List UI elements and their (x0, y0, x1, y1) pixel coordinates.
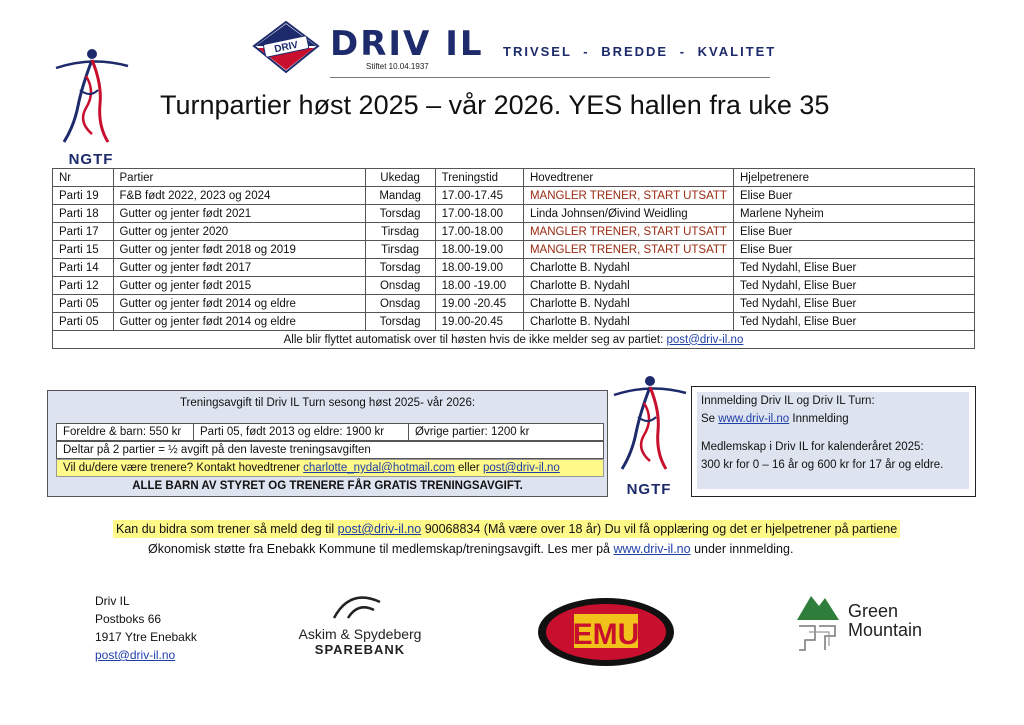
membership-info-content (697, 392, 969, 489)
cell-hjelpetrenere: Elise Buer (733, 187, 974, 205)
cell-hovedtrener: MANGLER TRENER, START UTSATT (523, 223, 733, 241)
auto-transfer-note (53, 331, 975, 349)
club-email-link[interactable]: post@driv-il.no (482, 462, 560, 474)
membership-info-box (691, 386, 976, 497)
financial-support-message (148, 540, 793, 558)
cell-hjelpetrenere: Ted Nydahl, Elise Buer (733, 277, 974, 295)
emu-logo (536, 596, 676, 668)
info-registration-link-line (701, 410, 965, 428)
cell-partier: Gutter og jenter født 2014 og eldre (113, 295, 365, 313)
cell-ukedag: Torsdag (365, 259, 435, 277)
cell-tid: 18.00 -19.00 (435, 277, 523, 295)
cell-hovedtrener: Linda Johnsen/Øivind Weidling (523, 205, 733, 223)
cell-hjelpetrenere: Ted Nydahl, Elise Buer (733, 259, 974, 277)
gymnast-figure-icon (610, 370, 688, 476)
sparebank-word: SPAREBANK (314, 642, 406, 657)
fee-recruit-mid: eller (454, 462, 483, 474)
column-header-nr: Nr (53, 169, 114, 187)
cell-hjelpetrenere: Ted Nydahl, Elise Buer (733, 313, 974, 331)
ngtf-label: NGTF (626, 481, 672, 498)
green-mountain-icon (795, 590, 841, 654)
ngtf-label: NGTF (68, 151, 114, 168)
cell-partier: Gutter og jenter 2020 (113, 223, 365, 241)
founded-date: Stiftet 10.04.1937 (366, 62, 429, 71)
cell-ukedag: Torsdag (365, 313, 435, 331)
cell-nr: Parti 14 (53, 259, 114, 277)
support-prefix: Økonomisk støtte fra Enebakk Kommune til medlemskap/treningsavgift. Les mer på (148, 542, 614, 556)
info-membership-prices: 300 kr for 0 – 16 år og 600 kr for 17 år og eldre. (701, 459, 944, 471)
driv-badge-text: DRIV (273, 39, 300, 56)
table-row (53, 205, 975, 223)
auto-transfer-email-link[interactable]: post@driv-il.no (666, 333, 744, 346)
table-row (53, 241, 975, 259)
column-header-partier: Partier (113, 169, 365, 187)
club-tagline: TRIVSEL - BREDDE - KVALITET (503, 44, 777, 59)
info-see-prefix: Se (701, 413, 719, 425)
cell-hjelpetrenere: Elise Buer (733, 241, 974, 259)
cell-nr: Parti 19 (53, 187, 114, 205)
recruit-email-link[interactable]: post@driv-il.no (337, 522, 422, 536)
cell-nr: Parti 15 (53, 241, 114, 259)
cell-hjelpetrenere: Ted Nydahl, Elise Buer (733, 295, 974, 313)
cell-hovedtrener: Charlotte B. Nydahl (523, 313, 733, 331)
cell-ukedag: Tirsdag (365, 241, 435, 259)
ngtf-logo-top (52, 46, 130, 168)
schedule-table (52, 168, 975, 349)
cell-partier: Gutter og jenter født 2018 og 2019 (113, 241, 365, 259)
fee-recruit-row (56, 459, 604, 477)
fee-parti05: Parti 05, født 2013 og eldre: 1900 kr (194, 424, 409, 440)
support-suffix: under innmelding. (690, 542, 794, 556)
address-name: Driv IL (95, 594, 130, 608)
cell-tid: 17.00-17.45 (435, 187, 523, 205)
club-name: DRIV IL (330, 24, 484, 64)
column-header-hovedtrener: Hovedtrener (523, 169, 733, 187)
sparebank-arc-icon (330, 592, 390, 620)
sparebank-logo (290, 590, 430, 657)
cell-hovedtrener: MANGLER TRENER, START UTSATT (523, 187, 733, 205)
fee-two-parties: Deltar på 2 partier = ½ avgift på den laveste treningsavgiften (63, 444, 371, 456)
fee-other: Øvrige partier: 1200 kr (415, 426, 530, 438)
table-header-row (53, 169, 975, 187)
info-see-suffix: Innmelding (789, 413, 849, 425)
cell-ukedag: Mandag (365, 187, 435, 205)
address-email-link[interactable]: post@driv-il.no (95, 648, 176, 662)
cell-ukedag: Onsdag (365, 295, 435, 313)
support-website-link[interactable]: www.driv-il.no (613, 542, 691, 556)
column-header-treningstid: Treningstid (435, 169, 523, 187)
cell-hovedtrener: Charlotte B. Nydahl (523, 277, 733, 295)
page-title: Turnpartier høst 2025 – vår 2026. YES hallen fra uke 35 (160, 90, 830, 120)
recruit-prefix: Kan du bidra som trener så meld deg til (116, 522, 338, 536)
table-row (53, 313, 975, 331)
coach-email-link[interactable]: charlotte_nydal@hotmail.com (303, 462, 455, 474)
sparebank-name: Askim & Spydeberg (298, 626, 422, 642)
ngtf-logo-middle (610, 370, 688, 498)
cell-nr: Parti 05 (53, 313, 114, 331)
training-fee-box (47, 390, 608, 497)
fee-prices-row (56, 423, 604, 441)
cell-hovedtrener: Charlotte B. Nydahl (523, 295, 733, 313)
table-row (53, 187, 975, 205)
table-row (53, 295, 975, 313)
column-header-ukedag: Ukedag (365, 169, 435, 187)
cell-hjelpetrenere: Elise Buer (733, 223, 974, 241)
cell-partier: Gutter og jenter født 2014 og eldre (113, 313, 365, 331)
cell-partier: Gutter og jenter født 2015 (113, 277, 365, 295)
cell-nr: Parti 12 (53, 277, 114, 295)
header-divider (330, 77, 770, 78)
table-row (53, 277, 975, 295)
cell-tid: 18.00-19.00 (435, 259, 523, 277)
address-box: Postboks 66 (95, 612, 162, 626)
cell-ukedag: Torsdag (365, 205, 435, 223)
cell-hovedtrener: Charlotte B. Nydahl (523, 259, 733, 277)
free-fee-note: ALLE BARN AV STYRET OG TRENERE FÅR GRATIS TRENINGSAVGIFT. (132, 480, 523, 492)
cell-tid: 17.00-18.00 (435, 223, 523, 241)
cell-tid: 17.00-18.00 (435, 205, 523, 223)
green-mountain-line1: Green (848, 601, 899, 621)
cell-hovedtrener: MANGLER TRENER, START UTSATT (523, 241, 733, 259)
cell-nr: Parti 17 (53, 223, 114, 241)
auto-transfer-text: Alle blir flyttet automatisk over til høsten hvis de ikke melder seg av partiet: (283, 333, 667, 346)
cell-tid: 19.00 -20.45 (435, 295, 523, 313)
cell-hjelpetrenere: Marlene Nyheim (733, 205, 974, 223)
table-row (53, 259, 975, 277)
cell-tid: 18.00-19.00 (435, 241, 523, 259)
cell-ukedag: Onsdag (365, 277, 435, 295)
table-row (53, 223, 975, 241)
cell-partier: Gutter og jenter født 2021 (113, 205, 365, 223)
column-header-hjelpetrenere: Hjelpetrenere (733, 169, 974, 187)
info-website-link[interactable]: www.driv-il.no (718, 413, 790, 425)
fee-title: Treningsavgift til Driv IL Turn sesong høst 2025- vår 2026: (179, 397, 476, 409)
cell-partier: Gutter og jenter født 2017 (113, 259, 365, 277)
cell-nr: Parti 05 (53, 295, 114, 313)
cell-nr: Parti 18 (53, 205, 114, 223)
cell-tid: 19.00-20.45 (435, 313, 523, 331)
info-membership-title: Medlemskap i Driv IL for kalenderåret 2025: (701, 441, 924, 453)
club-address (95, 592, 197, 664)
gymnast-figure-icon (52, 46, 130, 146)
trainer-recruit-message (113, 520, 900, 538)
fee-two-parties-row (56, 441, 604, 459)
fee-recruit-text (57, 460, 603, 476)
fee-recruit-prefix: Vil du/dere være trenere? Kontakt hovedtrener (63, 462, 304, 474)
emu-text: EMU (572, 618, 640, 651)
fee-parent-child: Foreldre & barn: 550 kr (57, 424, 194, 440)
green-mountain-line2: Mountain (848, 620, 923, 640)
cell-partier: F&B født 2022, 2023 og 2024 (113, 187, 365, 205)
info-registration-title: Innmelding Driv IL og Driv IL Turn: (701, 395, 875, 407)
recruit-suffix: 90068834 (Må være over 18 år) Du vil få opplæring og det er hjelpetrener på partiene (421, 522, 898, 536)
green-mountain-name (848, 602, 922, 640)
driv-il-logo (250, 18, 322, 76)
table-footer-row (53, 331, 975, 349)
address-city: 1917 Ytre Enebakk (95, 630, 197, 644)
cell-ukedag: Tirsdag (365, 223, 435, 241)
